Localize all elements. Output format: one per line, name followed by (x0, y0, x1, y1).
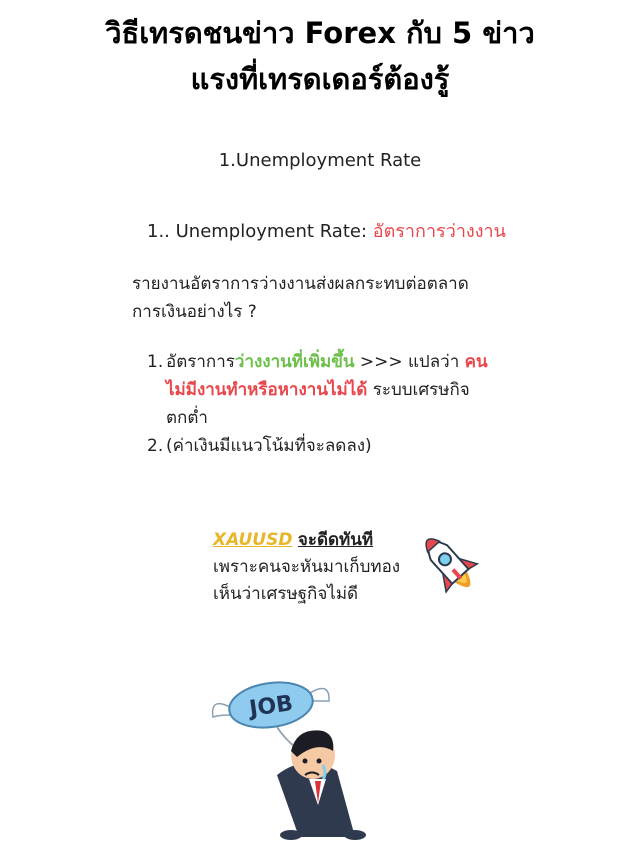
hand-left (280, 830, 302, 840)
eye-right (317, 759, 322, 764)
float-line (277, 727, 295, 747)
list-text: ตกต่ำ (166, 408, 208, 428)
callout-line-3: เห็นว่าเศรษฐกิจไม่ดี (213, 584, 359, 604)
effects-list (147, 348, 527, 460)
question-line-1: รายงานอัตราการว่างงานส่งผลกระทบต่อตลาด (132, 274, 469, 294)
list-text: >>> แปลว่า (354, 352, 465, 372)
page-title-line-2: แรงที่เทรดเดอร์ต้องรู้ (190, 62, 450, 96)
action-label: จะดีดทันที (297, 530, 374, 550)
rocket-icon (410, 526, 492, 606)
list-item (147, 348, 527, 432)
section-heading: 1.Unemployment Rate (218, 150, 422, 171)
highlight-red: คน (464, 352, 488, 372)
highlight-red: ไม่มีงานทำหรือหางานไม่ได้ (166, 380, 368, 400)
hand-right (344, 830, 366, 840)
list-text: อัตราการ (166, 352, 235, 372)
subheading-prefix: 1.. Unemployment Rate: (147, 221, 373, 242)
subheading (147, 216, 506, 245)
question-line-2: การเงินอย่างไร ? (132, 302, 257, 322)
ticker-label: XAUUSD (213, 530, 293, 550)
subheading-thai: อัตราการว่างงาน (372, 221, 506, 242)
page-title-line-1: วิธีเทรดชนข่าว Forex กับ 5 ข่าว (105, 16, 535, 50)
list-text: ระบบเศรษกิจ (367, 380, 470, 400)
gold-callout (213, 527, 400, 608)
eye-left (303, 759, 308, 764)
page-title (0, 10, 640, 102)
job-sign-text: JOB (247, 691, 295, 722)
job-illustration (205, 675, 395, 845)
callout-line-2: เพราะคนจะหันมาเก็บทอง (213, 557, 401, 577)
sad-businessman-icon (277, 730, 366, 840)
list-item-number: 2. (147, 436, 164, 456)
wing-left (213, 704, 231, 717)
list-text: (ค่าเงินมีแนวโน้มที่จะลดลง) (166, 436, 372, 456)
list-item-number: 1. (147, 352, 164, 372)
callout-line-1 (213, 527, 400, 554)
list-item (147, 432, 527, 460)
highlight-green: ว่างงานที่เพิ่มขึ้น (234, 352, 355, 372)
question-paragraph (132, 270, 469, 326)
